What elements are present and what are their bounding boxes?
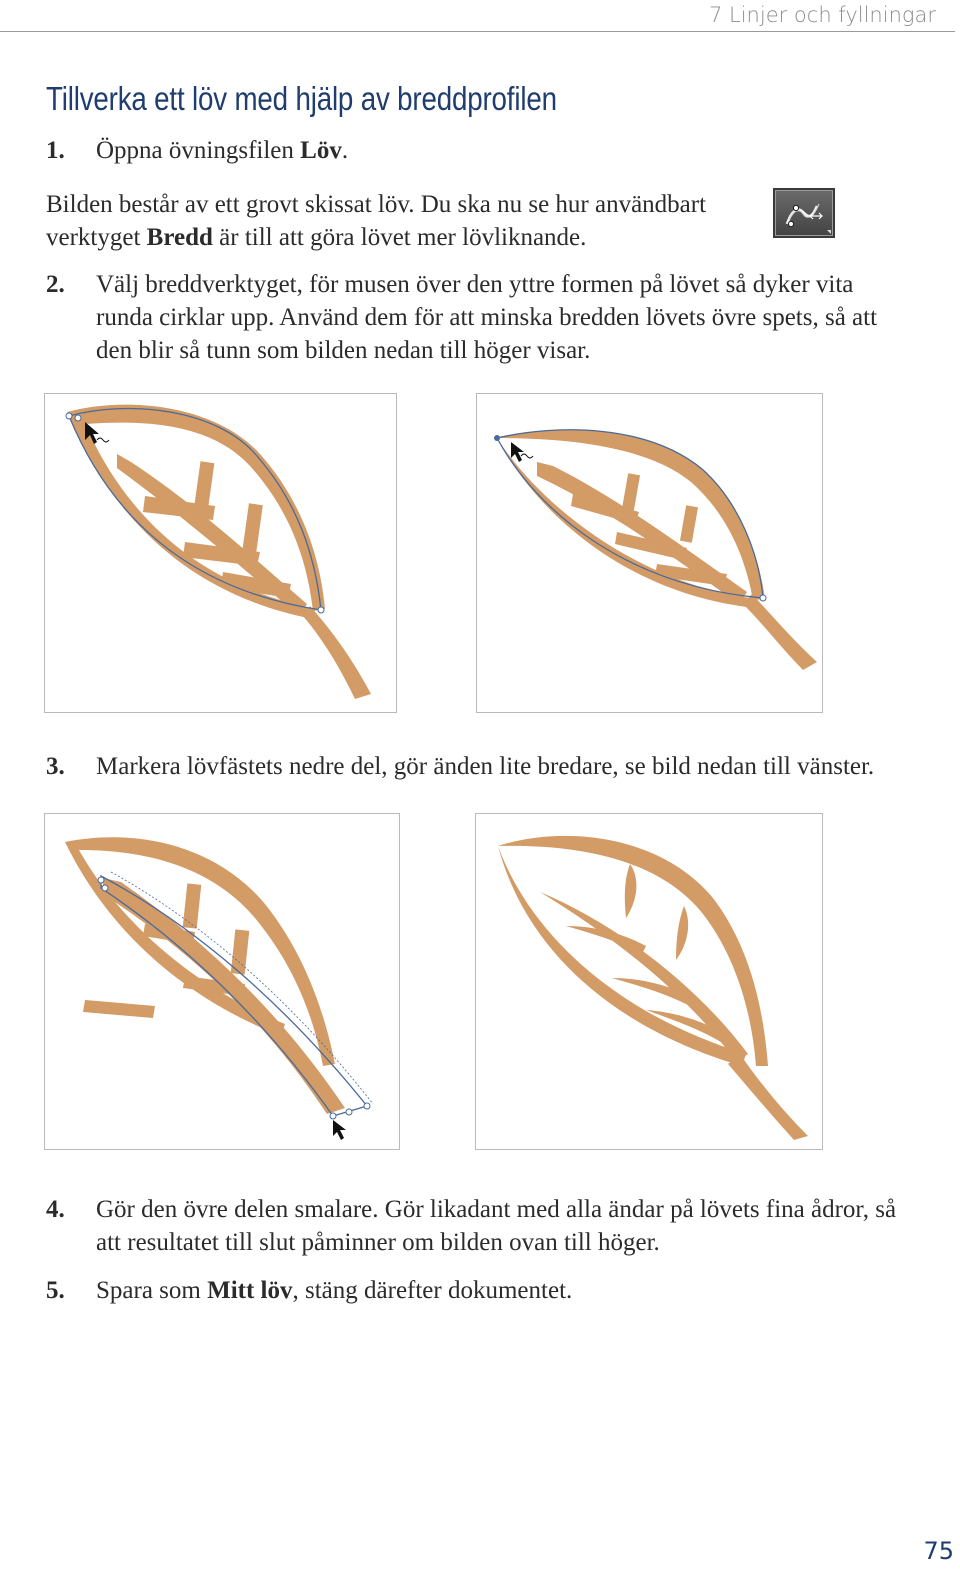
step-1 xyxy=(46,134,906,167)
step-1-pre: Öppna övningsfilen xyxy=(96,137,301,164)
step-text: Markera lövfästets nedre del, gör änden lite bredare, se bild nedan till vänster. xyxy=(96,753,875,780)
header-rule xyxy=(0,31,955,32)
step-1-post: . xyxy=(341,137,349,164)
section-title: Tillverka ett löv med hjälp av breddprofilen xyxy=(46,80,557,117)
step-3 xyxy=(46,750,906,783)
intro-pre: Bilden består av ett grovt skissat löv. Du ska nu se hur användbart verktyget xyxy=(46,191,707,251)
figure-leaf-stem-widened xyxy=(44,813,400,1150)
figure-leaf-path-selected xyxy=(44,393,397,713)
leaf-stem xyxy=(743,594,817,670)
page-number: 75 xyxy=(923,1537,954,1565)
anchor-point xyxy=(318,607,324,613)
figure-leaf-thin-tip xyxy=(476,393,823,713)
leaf-vein xyxy=(183,883,202,928)
leaf-illustration xyxy=(477,394,822,712)
intro-tool-name: Bredd xyxy=(146,224,213,251)
intro-paragraph xyxy=(46,188,751,254)
step-text xyxy=(96,134,906,167)
leaf-vein xyxy=(83,1000,155,1018)
step-number: 2. xyxy=(46,271,65,298)
anchor-point xyxy=(364,1103,370,1109)
width-cursor-icon xyxy=(333,1120,346,1140)
leaf-stem xyxy=(728,1054,808,1140)
step-5-post: , stäng därefter dokumentet. xyxy=(292,1277,573,1304)
width-cursor-icon xyxy=(511,442,524,462)
width-tool-icon xyxy=(773,188,835,238)
leaf-vein xyxy=(625,864,637,918)
step-number: 1. xyxy=(46,137,65,164)
intro-post: är till att göra lövet mer lövliknande. xyxy=(212,224,587,251)
step-text: Gör den övre delen smalare. Gör likadant med alla ändar på lövets fina ådror, så att resultatet till slut påminner om bilden ovan till höger. xyxy=(96,1196,897,1256)
running-head: 7 Linjer och fyllningar xyxy=(708,3,936,27)
anchor-point xyxy=(66,413,72,419)
width-tool-glyph xyxy=(775,190,833,236)
anchor-point xyxy=(760,595,766,601)
figure-leaf-final xyxy=(475,813,823,1150)
leaf-vein xyxy=(676,906,688,960)
step-number: 4. xyxy=(46,1196,65,1223)
anchor-point xyxy=(98,877,104,883)
step-5-filename: Mitt löv xyxy=(207,1277,293,1304)
leaf-illustration xyxy=(45,814,399,1149)
leaf-stem xyxy=(303,606,371,699)
leaf-illustration xyxy=(476,814,822,1149)
step-text xyxy=(96,1274,906,1307)
anchor-point xyxy=(330,1113,336,1119)
step-number: 5. xyxy=(46,1277,65,1304)
step-text: Välj breddverktyget, för musen över den yttre formen på lövet så dyker vita runda cirklar upp. Använd dem för att minska bredden lövets övre spets, så att den blir så tunn som bilden nedan till höger visar. xyxy=(96,271,878,364)
step-5 xyxy=(46,1274,906,1307)
step-2 xyxy=(46,268,906,367)
step-5-pre: Spara som xyxy=(96,1277,208,1304)
leaf-vein xyxy=(622,473,640,511)
leaf-vein xyxy=(680,505,698,543)
anchor-point xyxy=(75,415,81,421)
step-4 xyxy=(46,1193,906,1259)
anchor-point xyxy=(494,435,500,441)
anchor-point xyxy=(346,1109,352,1115)
step-number: 3. xyxy=(46,753,65,780)
leaf-illustration xyxy=(45,394,396,712)
anchor-point xyxy=(102,885,108,891)
step-1-filename: Löv xyxy=(300,137,342,164)
